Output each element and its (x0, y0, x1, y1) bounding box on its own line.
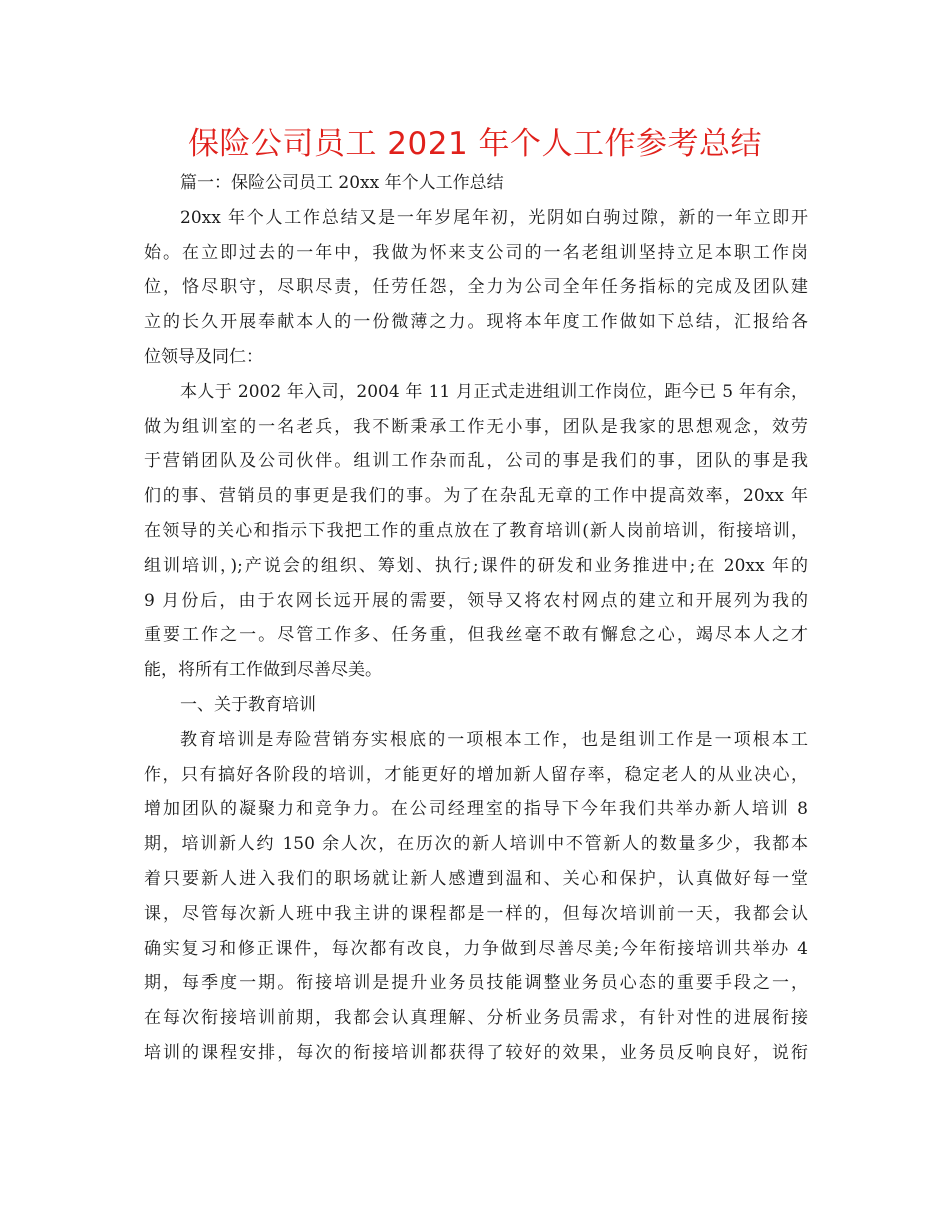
text-line: 于营销团队及公司伙伴。组训工作杂而乱，公司的事是我们的事，团队的事是我 (144, 451, 808, 472)
text-line: 做为组训室的一名老兵，我不断秉承工作无小事，团队是我家的思想观念，效劳 (144, 416, 808, 437)
text-line: 在每次衔接培训前期，我都会认真理解、分析业务员需求，有针对性的进展衔接 (144, 1008, 808, 1029)
text-line: 作，只有搞好各阶段的培训，才能更好的增加新人留存率，稳定老人的从业决心， (144, 764, 808, 785)
text-line: 位领导及同仁： (144, 346, 263, 367)
text-line: 着只要新人进入我们的职场就让新人感遭到温和、关心和保护，认真做好每一堂 (144, 868, 808, 889)
text-line: 重要工作之一。尽管工作多、任务重，但我丝毫不敢有懈怠之心，竭尽本人之才 (144, 625, 808, 646)
text-line: 培训的课程安排，每次的衔接培训都获得了较好的效果，业务员反响良好，说衔 (144, 1042, 808, 1063)
document-title: 保险公司员工 2021 年个人工作参考总结 (187, 126, 763, 162)
text-line: 课，尽管每次新人班中我主讲的课程都是一样的，但每次培训前一天，我都会认 (144, 903, 808, 924)
text-line: 在领导的关心和指示下我把工作的重点放在了教育培训(新人岗前培训，衔接培训， (144, 520, 808, 541)
text-line: 期，培训新人约 150 余人次，在历次的新人培训中不管新人的数量多少，我都本 (144, 834, 808, 855)
text-line: 位，恪尽职守，尽职尽责，任劳任怨，全力为公司全年任务指标的完成及团队建 (144, 277, 808, 298)
text-line: 期，每季度一期。衔接培训是提升业务员技能调整业务员心态的重要手段之一， (144, 973, 808, 994)
text-line: 本人于 2002 年入司，2004 年 11 月正式走进组训工作岗位，距今已 5 年有余， (180, 381, 808, 402)
text-line: 一、关于教育培训 (180, 694, 316, 715)
text-line: 组训培训，);产说会的组织、筹划、执行;课件的研发和业务推进中;在 20xx 年的 (144, 555, 808, 576)
text-line: 教育培训是寿险营销夯实根底的一项根本工作，也是组训工作是一项根本工 (180, 729, 808, 750)
text-line: 立的长久开展奉献本人的一份微薄之力。现将本年度工作做如下总结，汇报给各 (144, 312, 808, 333)
text-line: 始。在立即过去的一年中，我做为怀来支公司的一名老组训坚持立足本职工作岗 (144, 242, 808, 263)
text-line: 20xx 年个人工作总结又是一年岁尾年初，光阴如白驹过隙，新的一年立即开 (180, 207, 808, 228)
text-line: 能，将所有工作做到尽善尽美。 (144, 660, 382, 681)
text-line: 篇一：保险公司员工 20xx 年个人工作总结 (180, 173, 504, 193)
document-body (144, 166, 808, 1071)
text-line: 确实复习和修正课件，每次都有改良，力争做到尽善尽美;今年衔接培训共举办 4 (144, 938, 808, 959)
text-line: 们的事、营销员的事更是我们的事。为了在杂乱无章的工作中提高效率，20xx 年 (144, 486, 808, 507)
text-line: 增加团队的凝聚力和竞争力。在公司经理室的指导下今年我们共举办新人培训 8 (144, 799, 808, 820)
text-line: 9 月份后，由于农网长远开展的需要，领导又将农村网点的建立和开展列为我的 (144, 590, 808, 611)
